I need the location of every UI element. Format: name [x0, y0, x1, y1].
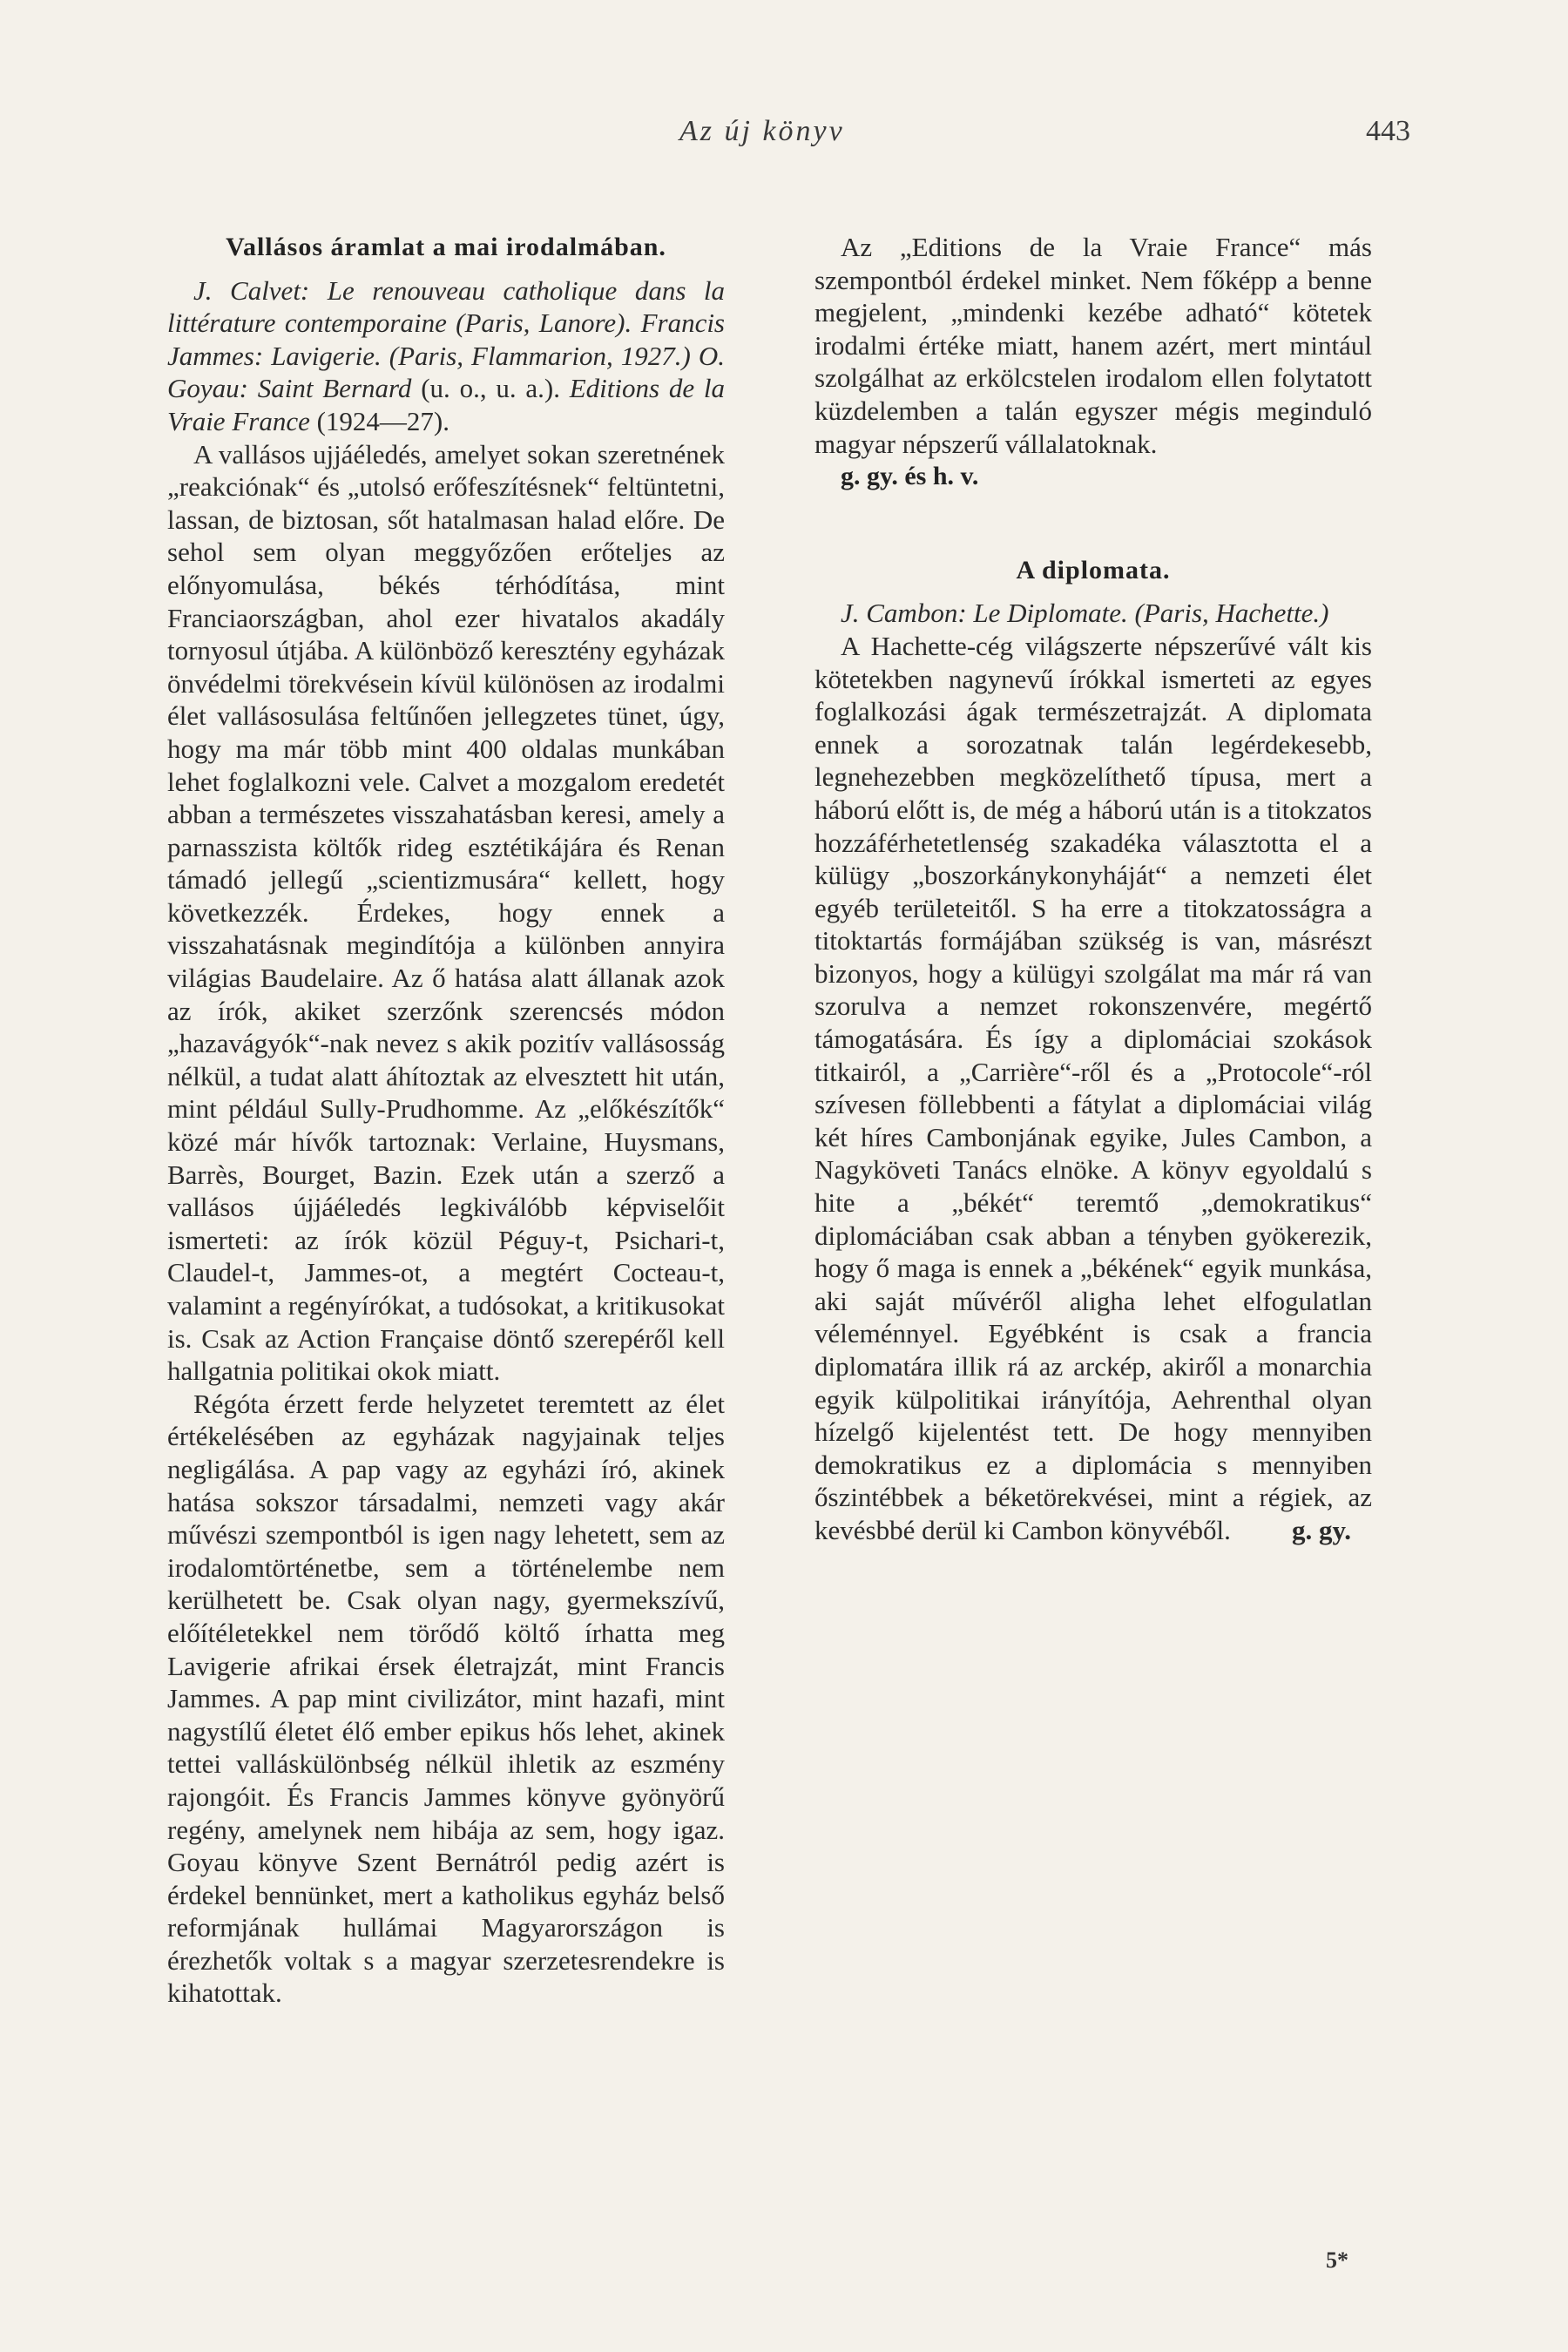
article-title-religious-current: Vallásos áramlat a mai irodalmában.: [226, 233, 666, 261]
citation-years: (1924—27).: [309, 405, 449, 436]
diplomat-body: A Hachette-cég világszerte népszerűvé vált kis kötetekben nagynevű írókkal ismerteti az egyes foglalkozási ágak természetrajzát. A diplomata ennek a sorozatnak talán legérdekesebb, legnehezebben megközelíthető típusa, mert a háború előtt is, de még a háború után is a titokzatos hozzáférhetetlenség szakadéka választotta el a külügy „boszorkánykonyháját“ a nemzeti élet egyéb területeitől. S ha erre a titokzatosságra a titoktartás formájában szükség is van, másrészt bizonyos, hogy a külügyi szolgálat ma már rá van szorulva a nemzet rokonszenvére, megértő támogatására. És így a diplomáciai szokások titkairól, a „Carrière“-ről és a „Protocole“-ról szívesen föllebbenti a fátylat a diplomáciai világ két híres Cambonjának egyike, Jules Cambon, a Nagyköveti Tanács elnöke. A könyv egyoldalú s hite a „békét“ teremtő „demokratikus“ diplomáciában csak abban a tényben gyökerezik, hogy ő maga is ennek a „békének“ egyik munkása, aki saját művéről aligha lehet elfogulatlan véleménnyel. Egyébként is csak a francia diplomatára illik rá az arckép, akiről a monarchia egyik külpolitikai irányítója, Aehrenthal olyan hízelgő kijelentést tett. De hogy mennyiben demokratikus ez a diplomácia s mennyiben őszintébbek a béketörekvései, mint a régiek, az kevésbbé derül ki Cambon könyvéből.: [814, 630, 1372, 1545]
article-title-diplomat: A diplomata.: [1016, 555, 1171, 585]
right-column: [814, 231, 1372, 1547]
diplomat-signature: g. gy.: [1291, 1514, 1351, 1545]
section-spacer: [814, 493, 1372, 554]
article-paragraph: Régóta érzett ferde helyzetet teremtett az élet értékelésében az egyházak nagyjainak teljes negligálása. A pap vagy az egyházi író, akinek hatása sokszor társadalmi, nemzeti vagy akár művészi szempontból is igen nagy lehetett, sem az irodalomtörténetbe, sem a történelembe nem kerülhetett be. Csak olyan nagy, gyermekszívű, előítéletekkel nem törődő költő írhatta meg Lavigerie afrikai érsek életrajzát, mint Francis Jammes. A pap mint civilizátor, mint hazafi, mint nagystílű életet élő ember epikus hős lehet, akinek tettei valláskülönbség nélkül ihletik az eszmény rajongóit. És Francis Jammes könyve gyönyörű regény, amelynek nem hibája az sem, hogy igaz. Goyau könyve Szent Bernátról pedig azért is érdekel bennünket, mert a katholikus egyház belső reformjának hullámai Magyarországon is érezhetők voltak s a magyar szerzetesrendekre is kihatottak.: [167, 1388, 725, 2009]
article-citation: [167, 274, 725, 438]
citation-works: J. Calvet: Le renouveau catholique dans la littérature contemporaine (Paris, Lanore). Francis Jammes: Lavigerie. (Paris, Flammarion, 1927.) O. Goyau: Saint Bernard: [167, 274, 725, 404]
page-header: [0, 115, 1568, 153]
left-column: [167, 231, 725, 2010]
diplomat-citation: J. Cambon: Le Diplomate. (Paris, Hachette.): [841, 598, 1329, 629]
running-title: Az új könyv: [679, 115, 845, 147]
citation-series: Editions de la Vraie France: [167, 373, 726, 436]
citation-place: (u. o., u. a.).: [411, 373, 570, 404]
signature-mark: 5*: [1326, 2247, 1348, 2273]
article-signature: g. gy. és h. v.: [841, 462, 979, 491]
diplomat-paragraph: [814, 630, 1372, 1547]
article-paragraph: Az „Editions de la Vraie France“ más szempontból érdekel minket. Nem főképp a benne megjelent, „mindenki kezébe adható“ kötetek irodalmi értéke miatt, hanem azért, mert mintául szolgálhat az erkölcstelen irodalom ellen folytatott küzdelemben a talán egyszer mégis meginduló magyar népszerű vállalatoknak.: [814, 232, 1372, 459]
article-paragraph: A vallásos ujjáéledés, amelyet sokan szeretnének „reakciónak“ és „utolsó erőfeszítésnek“ feltüntetni, lassan, de biztosan, sőt hatalmasan halad előre. De sehol sem olyan meggyőzően erőteljes az előnyomulása, békés térhódítása, mint Franciaországban, ahol ezer hivatalos akadály tornyosul útjába. A különböző keresztény egyházak önvédelmi törekvésein kívül különösen az irodalmi élet vallásosulása feltűnően jellegzetes tünet, úgy, hogy ma már több mint 400 oldalas munkában lehet foglalkozni vele. Calvet a mozgalom eredetét abban a természetes visszahatásban keresi, amely a parnasszista költők rideg esztétikájára és Renan támadó jellegű „scientizmusára“ kellett, hogy következzék. Érdekes, hogy ennek a visszahatásnak megindítója a különben annyira világias Baudelaire. Az ő hatása alatt állanak azok az írók, akiket szerzőnk szerencsés módon „hazavágyók“-nak nevez s akik pozitív vallásosság nélkül, a tudat alatt áhítoztak az elvesztett hit után, mint például Sully-Prudhomme. Az „előkészítők“ közé már hívők tartoznak: Verlaine, Huysmans, Barrès, Bourget, Bazin. Ezek után a szerző a vallásos újjáéledés legkiválóbb képviselőit ismerteti: az írók közül Péguy-t, Psichari-t, Claudel-t, Jammes-ot, a megtért Cocteau-t, valamint a regényírókat, a tudósokat, a kritikusokat is. Csak az Action Française döntő szerepéről kell hallgatnia politikai okok miatt.: [167, 438, 725, 1387]
page-number: 443: [1366, 115, 1410, 147]
